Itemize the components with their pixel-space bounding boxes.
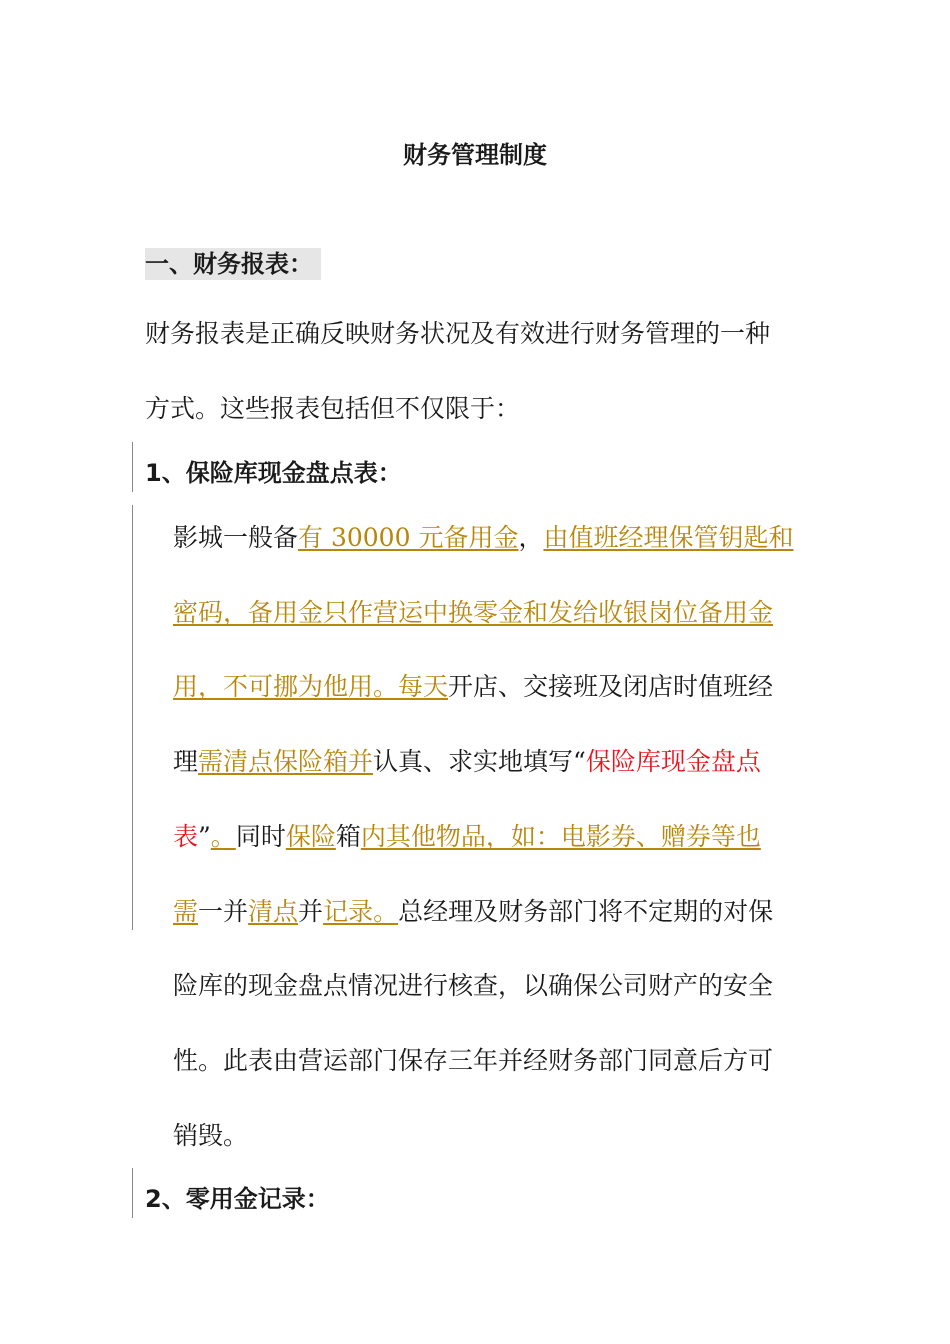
body-text: 影城一般备 [173,523,299,552]
body-text: 销毁。 [173,1121,249,1150]
body-text: 并 [298,897,324,926]
tracked-insertion-text: 需清点保险箱并 [198,747,374,776]
body-text: 一并 [198,897,249,926]
item-heading-vault-cash-count: 1、保险库现金盘点表： [145,459,402,487]
tracked-insertion-text: 由值班经理保管钥匙和 [543,523,794,552]
tracked-insertion-text: 需 [173,897,199,926]
paragraph-line [173,1041,773,1077]
tracked-insertion-text: 密码，备用金只作营运中换零金和发给收银岗位备用金 [173,598,774,627]
paragraph-line [173,518,793,554]
body-text: 理 [173,747,199,776]
tracked-insertion-text: 。 [210,822,236,851]
tracked-insertion-text: 清点 [248,897,299,926]
tracked-insertion-text: 内其他物品，如：电影券、赠券等也 [360,822,761,851]
revision-bar [132,442,133,492]
section-heading-financial-reports: 一、财务报表： [145,248,321,280]
highlighted-text: 保险库现金盘点 [585,747,761,776]
paragraph-line [173,667,773,703]
body-text: ， [518,523,544,552]
paragraph-line [173,593,773,629]
body-text: 同时 [235,822,286,851]
revision-bar [132,1168,133,1218]
body-text: 认真、求实地填写“ [373,747,586,776]
body-text: 性。此表由营运部门保存三年并经财务部门同意后方可 [173,1046,774,1075]
tracked-insertion-text: 用，不可挪为他用。每天 [173,672,449,701]
item-heading-petty-cash-record: 2、零用金记录： [145,1185,330,1213]
tracked-insertion-text: 记录。 [323,897,399,926]
paragraph-line [173,1116,248,1152]
intro-line-1: 财务报表是正确反映财务状况及有效进行财务管理的一种 [145,319,771,348]
highlighted-text: 表 [173,822,199,851]
revision-bar [132,505,133,930]
paragraph-line [173,817,761,853]
paragraph-line [173,892,773,928]
tracked-insertion-text: 有 30000 元备用金 [298,523,519,552]
body-text: 开店、交接班及闭店时值班经 [448,672,774,701]
body-text: 险库的现金盘点情况进行核查，以确保公司财产的安全 [173,971,774,1000]
intro-line-2: 方式。这些报表包括但不仅限于： [145,394,521,423]
body-text: 总经理及财务部门将不定期的对保 [398,897,774,926]
body-text: ” [198,822,211,851]
paragraph-line [173,966,773,1002]
document-title: 财务管理制度 [403,141,547,169]
tracked-insertion-text: 保险 [285,822,336,851]
paragraph-line [173,742,761,778]
body-text: 箱 [335,822,361,851]
